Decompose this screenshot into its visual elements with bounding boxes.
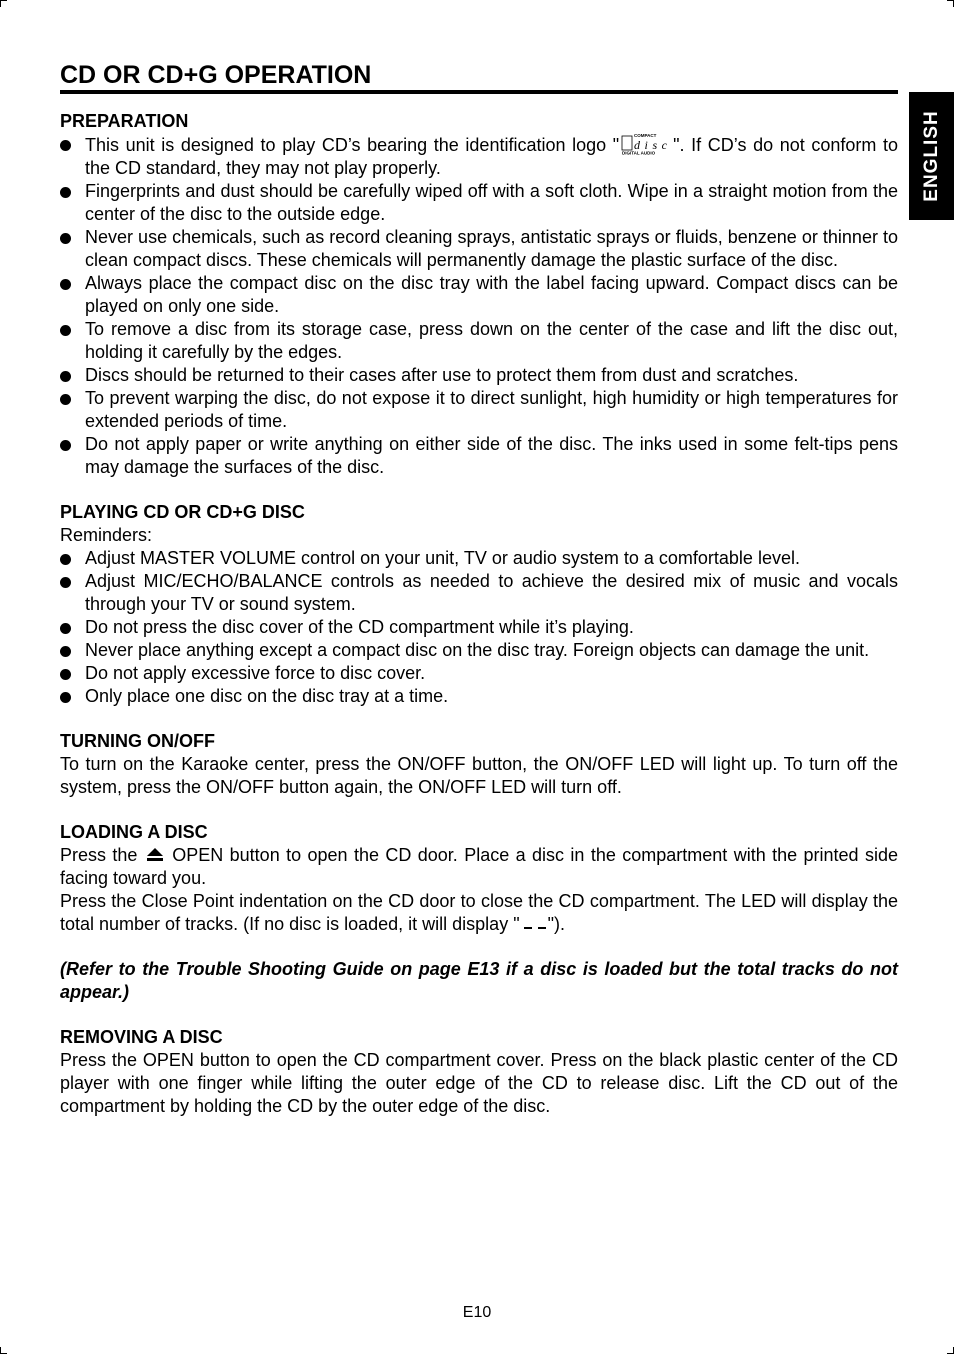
turning-heading: TURNING ON/OFF bbox=[60, 731, 215, 751]
bullet-icon bbox=[60, 692, 71, 703]
preparation-heading: PREPARATION bbox=[60, 111, 189, 131]
turning-text: To turn on the Karaoke center, press the ON/OFF button, the ON/OFF LED will light up. To turn off the system, press the ON/OFF button again, the ON/OFF LED will turn off. bbox=[60, 754, 898, 797]
language-tab-label: ENGLISH bbox=[920, 110, 942, 202]
bullet-icon bbox=[60, 669, 71, 680]
loading-paragraph-1 bbox=[60, 844, 898, 890]
bullet-icon bbox=[60, 646, 71, 657]
list-item-text: Never use chemicals, such as record cleaning sprays, antistatic sprays or fluids, benzene or thinner to clean compact discs. These chemicals will permanently damage the plastic surface of the disc. bbox=[85, 227, 898, 270]
removing-heading: REMOVING A DISC bbox=[60, 1027, 223, 1047]
page-number: E10 bbox=[462, 1304, 492, 1321]
troubleshooting-note: (Refer to the Trouble Shooting Guide on page E13 if a disc is loaded but the total tracks do not appear.) bbox=[60, 959, 898, 1002]
bullet-icon bbox=[60, 623, 71, 634]
loading-section bbox=[60, 821, 898, 1004]
list-item-text: Never place anything except a compact disc on the disc tray. Foreign objects can damage the unit. bbox=[85, 640, 870, 660]
list-item-text: Always place the compact disc on the disc tray with the label facing upward. Compact discs can be played on only one side. bbox=[85, 273, 898, 316]
list-item bbox=[60, 180, 898, 226]
list-item-text: To prevent warping the disc, do not expose it to direct sunlight, high humidity or high temperatures for extended periods of time. bbox=[85, 388, 898, 431]
reminders-list bbox=[60, 547, 898, 708]
list-item bbox=[60, 570, 898, 616]
logo-top-text: COMPACT bbox=[634, 133, 657, 138]
section-spacer bbox=[60, 799, 898, 821]
loading-text-end: OPEN button to open the CD door. Place a disc in the compartment with the printed side facing toward you. bbox=[60, 845, 898, 888]
reminders-label: Reminders: bbox=[60, 525, 153, 545]
crop-mark-bottom-right bbox=[947, 1347, 954, 1354]
bullet-icon bbox=[60, 554, 71, 565]
logo-sentence-start: This unit is designed to play CD’s bearing the identification logo " bbox=[85, 135, 620, 155]
section-spacer bbox=[60, 936, 898, 958]
logo-disc-text: disc bbox=[634, 138, 668, 152]
list-item-text: To remove a disc from its storage case, press down on the center of the case and lift the disc out, holding it carefully by the edges. bbox=[85, 319, 898, 362]
section-spacer bbox=[60, 708, 898, 730]
bullet-icon bbox=[60, 140, 71, 151]
list-item bbox=[60, 364, 898, 387]
list-item-text: Adjust MIC/ECHO/BALANCE controls as needed to achieve the desired mix of music and vocals through your TV or sound system. bbox=[85, 571, 898, 614]
section-spacer bbox=[60, 1004, 898, 1026]
list-item bbox=[60, 639, 898, 662]
list-item bbox=[60, 318, 898, 364]
list-item bbox=[60, 685, 898, 708]
list-item-text: Do not apply excessive force to disc cover. bbox=[85, 663, 426, 683]
bullet-icon bbox=[60, 279, 71, 290]
page-title: CD OR CD+G OPERATION bbox=[60, 60, 898, 94]
bullet-icon bbox=[60, 440, 71, 451]
bullet-icon bbox=[60, 187, 71, 198]
preparation-section bbox=[60, 110, 898, 479]
list-item-text: Do not press the disc cover of the CD compartment while it’s playing. bbox=[85, 617, 634, 637]
removing-text: Press the OPEN button to open the CD compartment cover. Press on the black plastic center of the CD player with one finger while lifting the outer edge of the CD to release disc. Lift the CD out of the compartment by holding the CD by the outer edge of the disc. bbox=[60, 1050, 898, 1116]
list-item-text: Discs should be returned to their cases after use to protect them from dust and scratches. bbox=[85, 365, 799, 385]
playing-heading: PLAYING CD OR CD+G DISC bbox=[60, 502, 305, 522]
bullet-icon bbox=[60, 233, 71, 244]
logo-sentence-end: ". If CD’s do not conform to the CD standard, they may not play properly. bbox=[85, 135, 899, 178]
list-item-text: Do not apply paper or write anything on either side of the disc. The inks used in some felt-tips pens may damage the surfaces of the disc. bbox=[85, 434, 898, 477]
list-item-text: Adjust MASTER VOLUME control on your unit, TV or audio system to a comfortable level. bbox=[85, 548, 800, 568]
crop-mark-bottom-left bbox=[0, 1347, 7, 1354]
list-item bbox=[60, 272, 898, 318]
language-tab bbox=[909, 92, 954, 220]
playing-section bbox=[60, 501, 898, 708]
list-item bbox=[60, 133, 898, 180]
list-item-text: Only place one disc on the disc tray at a time. bbox=[85, 686, 449, 706]
eject-icon bbox=[146, 848, 164, 862]
loading-paragraph-2 bbox=[60, 890, 898, 936]
document-body bbox=[60, 110, 898, 1118]
list-item bbox=[60, 662, 898, 685]
list-item bbox=[60, 387, 898, 433]
list-item-text: Fingerprints and dust should be carefully wiped off with a soft cloth. Wipe in a straight motion from the center of the disc to the outside edge. bbox=[85, 181, 898, 224]
loading-text-start: Press the bbox=[60, 845, 138, 865]
crop-mark-top-right bbox=[947, 0, 954, 7]
list-item bbox=[60, 226, 898, 272]
list-item bbox=[60, 616, 898, 639]
list-item bbox=[60, 433, 898, 479]
bullet-icon bbox=[60, 577, 71, 588]
removing-section bbox=[60, 1026, 898, 1118]
loading-heading: LOADING A DISC bbox=[60, 822, 208, 842]
turning-section bbox=[60, 730, 898, 799]
bullet-icon bbox=[60, 371, 71, 382]
list-item bbox=[60, 547, 898, 570]
compact-disc-logo-icon bbox=[621, 133, 669, 155]
bullet-icon bbox=[60, 325, 71, 336]
bullet-icon bbox=[60, 394, 71, 405]
display-text-end: "). bbox=[547, 914, 565, 934]
crop-mark-top-left bbox=[0, 0, 7, 7]
led-dash-display-icon bbox=[520, 920, 548, 932]
section-spacer bbox=[60, 479, 898, 501]
preparation-list bbox=[60, 133, 898, 479]
display-text-start: Press the Close Point indentation on the CD door to close the CD compartment. The LED will display the total number of tracks. (If no disc is loaded, it will display " bbox=[60, 891, 898, 934]
logo-bottom-text: DIGITAL AUDIO bbox=[622, 150, 656, 155]
